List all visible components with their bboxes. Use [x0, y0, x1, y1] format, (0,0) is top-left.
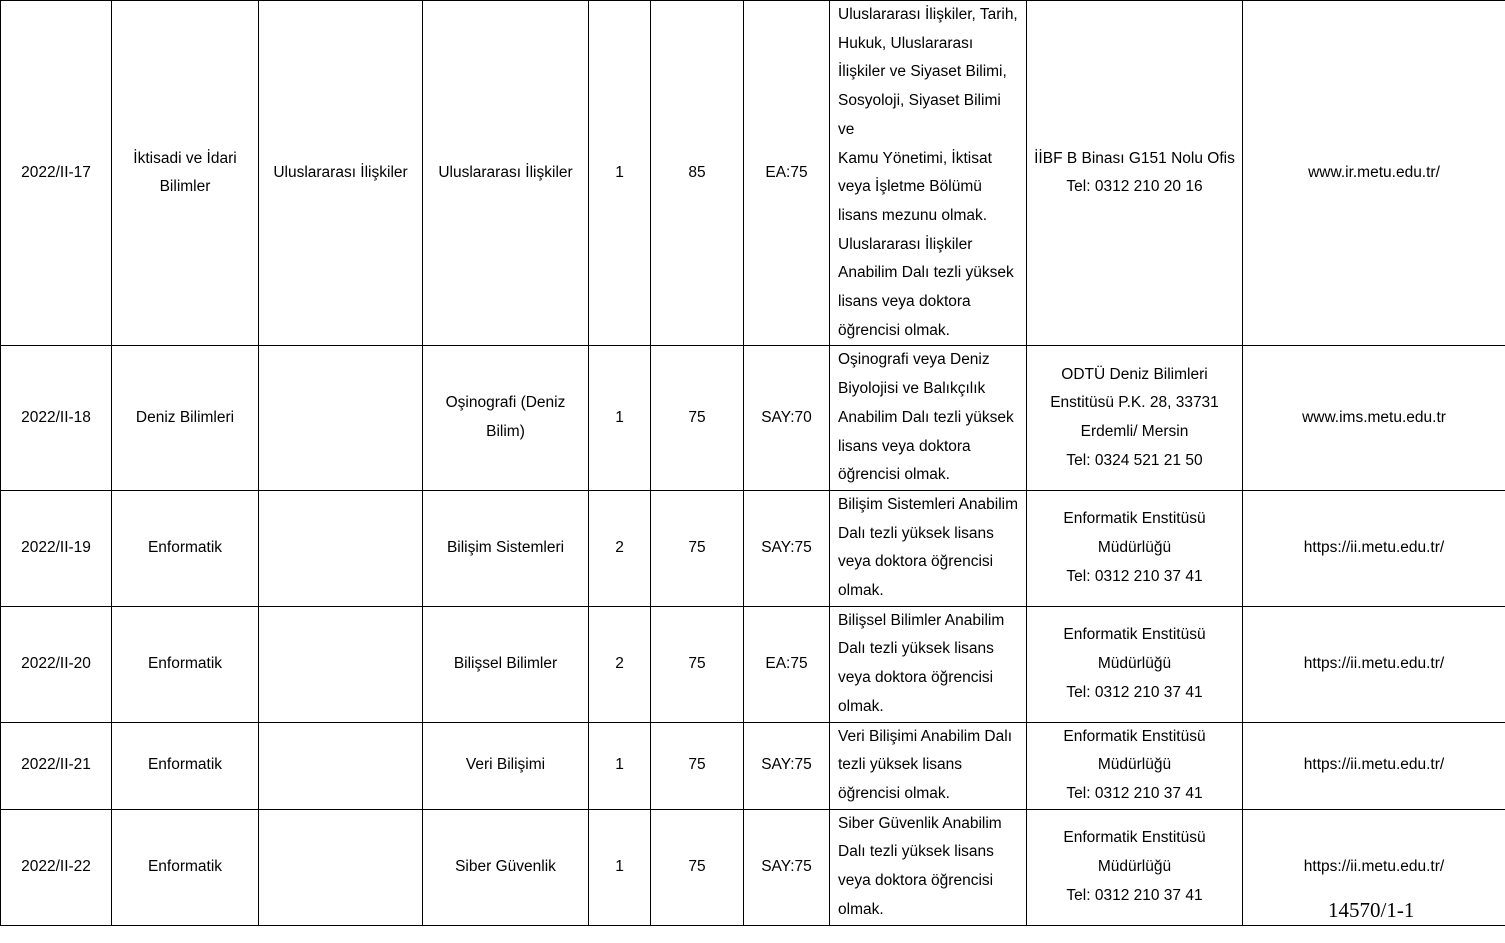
contact-line: Tel: 0324 521 21 50 [1066, 451, 1203, 469]
requirements-cell [830, 1, 1027, 346]
contact-line: Tel: 0312 210 37 41 [1066, 567, 1203, 585]
ales-cell: 75 [651, 606, 744, 722]
department-cell [259, 606, 423, 722]
document-reference-code: 14570/1-1 [1328, 898, 1415, 922]
contact-line: Tel: 0312 210 37 41 [1066, 683, 1203, 701]
contact-cell [1027, 346, 1243, 491]
department-cell: Uluslararası İlişkiler [259, 1, 423, 346]
requirements-cell [830, 490, 1027, 606]
quota-cell: 2 [589, 606, 651, 722]
requirement-line: Dalı tezli yüksek lisans [838, 640, 994, 658]
score-type-cell: SAY:75 [744, 490, 830, 606]
contact-line: Enformatik Enstitüsü [1063, 510, 1206, 528]
contact-cell [1027, 1, 1243, 346]
score-type-cell: EA:75 [744, 1, 830, 346]
faculty-line: İktisadi ve İdari [133, 149, 237, 167]
program-line: Bilişim Sistemleri [446, 539, 565, 556]
ales-cell: 85 [651, 1, 744, 346]
program-line: Uluslararası İlişkiler [438, 163, 573, 181]
requirement-line: veya doktora öğrencisi [838, 553, 994, 571]
requirement-line: tezli yüksek lisans [838, 756, 963, 774]
program-cell [423, 346, 589, 491]
requirement-line: veya İşletme Bölümü [838, 178, 982, 196]
program-line: Bilişsel Bilimler [453, 654, 558, 672]
table-row [1, 722, 1505, 809]
faculty-cell [112, 1, 259, 346]
contact-line: Erdemli/ Mersin [1080, 423, 1189, 441]
faculty-cell [112, 490, 259, 606]
faculty-line: Enformatik [147, 539, 223, 556]
contact-cell [1027, 606, 1243, 722]
requirement-line: İlişkiler ve Siyaset Bilimi, [838, 63, 1007, 81]
requirement-line: Sosyoloji, Siyaset Bilimi ve [838, 92, 1001, 138]
requirements-cell [830, 809, 1027, 925]
requirement-line: Anabilim Dalı tezli yüksek [838, 264, 1014, 282]
website-link[interactable]: www.ir.metu.edu.tr/ [1243, 1, 1505, 346]
position-code: 2022/II-20 [1, 606, 112, 722]
requirement-line: veya doktora öğrencisi [838, 669, 994, 687]
program-cell [423, 490, 589, 606]
contact-line: Tel: 0312 210 37 41 [1066, 784, 1203, 802]
contact-line: Müdürlüğü [1097, 857, 1172, 875]
requirements-cell [830, 722, 1027, 809]
department-cell [259, 346, 423, 491]
table-body [1, 1, 1505, 926]
contact-cell [1027, 809, 1243, 925]
position-code: 2022/II-17 [1, 1, 112, 346]
contact-line: Müdürlüğü [1097, 756, 1172, 774]
requirement-line: lisans mezunu olmak. [838, 206, 988, 224]
requirement-line: lisans veya doktora [838, 437, 971, 455]
score-type-cell: EA:75 [744, 606, 830, 722]
contact-cell [1027, 722, 1243, 809]
requirement-line: Dalı tezli yüksek lisans [838, 843, 994, 861]
requirement-line: lisans veya doktora [838, 293, 971, 311]
faculty-line: Enformatik [147, 654, 223, 672]
website-link[interactable]: https://ii.metu.edu.tr/ [1243, 809, 1505, 925]
program-line: Veri Bilişimi [465, 756, 546, 774]
contact-line: Tel: 0312 210 37 41 [1066, 886, 1203, 904]
quota-cell: 1 [589, 722, 651, 809]
quota-cell: 2 [589, 490, 651, 606]
table-row [1, 1, 1505, 346]
requirement-line: olmak. [838, 582, 884, 600]
faculty-cell [112, 809, 259, 925]
program-cell [423, 722, 589, 809]
ales-cell: 75 [651, 346, 744, 491]
program-line: Siber Güvenlik [455, 857, 556, 875]
department-cell [259, 809, 423, 925]
requirement-line: Siber Güvenlik Anabilim [838, 814, 1002, 832]
program-cell [423, 606, 589, 722]
position-code: 2022/II-19 [1, 490, 112, 606]
contact-line: Enformatik Enstitüsü [1063, 829, 1206, 847]
requirement-line: Uluslararası İlişkiler [838, 235, 973, 253]
requirement-line: olmak. [838, 697, 884, 715]
contact-line: Enformatik Enstitüsü [1063, 727, 1206, 745]
position-code: 2022/II-21 [1, 722, 112, 809]
faculty-line: Enformatik [147, 756, 223, 774]
table-row [1, 809, 1505, 925]
website-link[interactable]: https://ii.metu.edu.tr/ [1243, 490, 1505, 606]
score-type-cell: SAY:75 [744, 809, 830, 925]
ales-cell: 75 [651, 809, 744, 925]
website-link[interactable]: www.ims.metu.edu.tr [1243, 346, 1505, 491]
website-link[interactable]: https://ii.metu.edu.tr/ [1243, 722, 1505, 809]
position-code: 2022/II-18 [1, 346, 112, 491]
requirement-line: öğrencisi olmak. [838, 321, 950, 339]
contact-line: Müdürlüğü [1097, 539, 1172, 556]
program-cell [423, 809, 589, 925]
requirement-line: Anabilim Dalı tezli yüksek [838, 408, 1014, 426]
quota-cell: 1 [589, 346, 651, 491]
contact-cell [1027, 490, 1243, 606]
requirement-line: olmak. [838, 900, 884, 918]
requirement-line: Biyolojisi ve Balıkçılık [838, 380, 986, 398]
contact-line: ODTÜ Deniz Bilimleri [1061, 365, 1208, 383]
ales-cell: 75 [651, 722, 744, 809]
requirement-line: Hukuk, Uluslararası [838, 34, 974, 52]
contact-line: Enformatik Enstitüsü [1063, 626, 1206, 644]
requirements-cell [830, 346, 1027, 491]
requirement-line: Kamu Yönetimi, İktisat [838, 149, 992, 167]
faculty-line: Enformatik [147, 857, 223, 875]
faculty-cell [112, 606, 259, 722]
department-cell [259, 490, 423, 606]
program-cell [423, 1, 589, 346]
requirement-line: Bilişsel Bilimler Anabilim [838, 611, 1005, 629]
contact-line: Tel: 0312 210 20 16 [1066, 178, 1203, 196]
contact-line: Müdürlüğü [1097, 654, 1172, 672]
score-type-cell: SAY:75 [744, 722, 830, 809]
contact-line: Enstitüsü P.K. 28, 33731 [1050, 394, 1219, 412]
requirement-line: öğrencisi olmak. [838, 784, 950, 802]
requirement-line: Dalı tezli yüksek lisans [838, 524, 994, 542]
contact-line: İİBF B Binası G151 Nolu Ofis [1034, 149, 1235, 167]
department-cell [259, 722, 423, 809]
requirement-line: Veri Bilişimi Anabilim Dalı [838, 727, 1012, 745]
table-row [1, 490, 1505, 606]
requirement-line: öğrencisi olmak. [838, 466, 950, 484]
score-type-cell: SAY:70 [744, 346, 830, 491]
website-link[interactable]: https://ii.metu.edu.tr/ [1243, 606, 1505, 722]
table-row [1, 606, 1505, 722]
requirement-line: Bilişim Sistemleri Anabilim [838, 495, 1019, 513]
requirement-line: Oşinografi veya Deniz [838, 351, 990, 369]
ales-cell: 75 [651, 490, 744, 606]
position-code: 2022/II-22 [1, 809, 112, 925]
program-line: Bilim) [486, 423, 525, 441]
requirement-line: veya doktora öğrencisi [838, 872, 994, 890]
quota-cell: 1 [589, 1, 651, 346]
faculty-cell [112, 722, 259, 809]
requirement-line: Uluslararası İlişkiler, Tarih, [838, 6, 1018, 23]
faculty-line: Deniz Bilimleri [135, 408, 235, 426]
faculty-cell [112, 346, 259, 491]
faculty-line: Bilimler [159, 178, 211, 196]
quota-cell: 1 [589, 809, 651, 925]
program-line: Oşinografi (Deniz [445, 394, 566, 412]
requirements-cell [830, 606, 1027, 722]
table-row [1, 346, 1505, 491]
